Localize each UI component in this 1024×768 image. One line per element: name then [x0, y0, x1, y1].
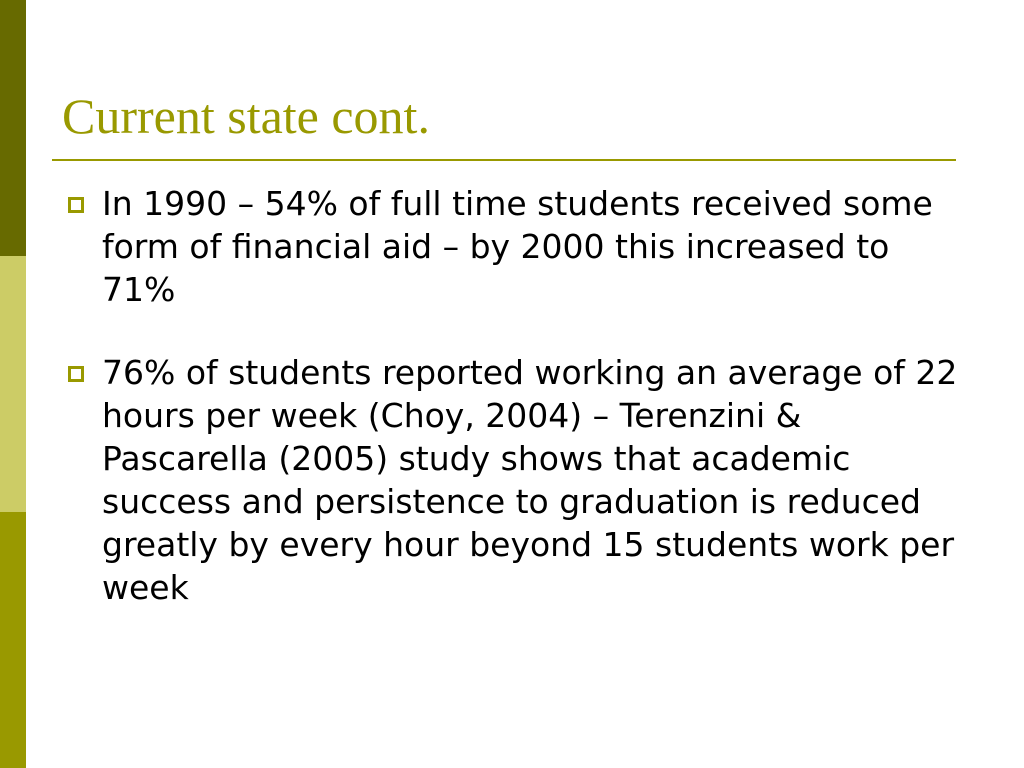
bullet-item	[64, 351, 964, 609]
bullet-text: In 1990 – 54% of full time students received some form of financial aid – by 2000 this increased to 71%	[102, 184, 933, 309]
hollow-square-icon	[68, 197, 84, 213]
slide-title: Current state cont.	[62, 88, 430, 144]
side-band-bottom	[0, 512, 26, 768]
hollow-square-icon	[68, 366, 84, 382]
title-divider	[52, 159, 956, 161]
bullet-list	[64, 182, 964, 649]
side-band-middle	[0, 256, 26, 512]
bullet-item	[64, 182, 964, 311]
side-band-top	[0, 0, 26, 256]
bullet-text: 76% of students reported working an average of 22 hours per week (Choy, 2004) – Terenzini & Pascarella (2005) study shows that academic success and persistence to graduation is reduced greatly by every hour beyond 15 students work per week	[102, 353, 958, 607]
